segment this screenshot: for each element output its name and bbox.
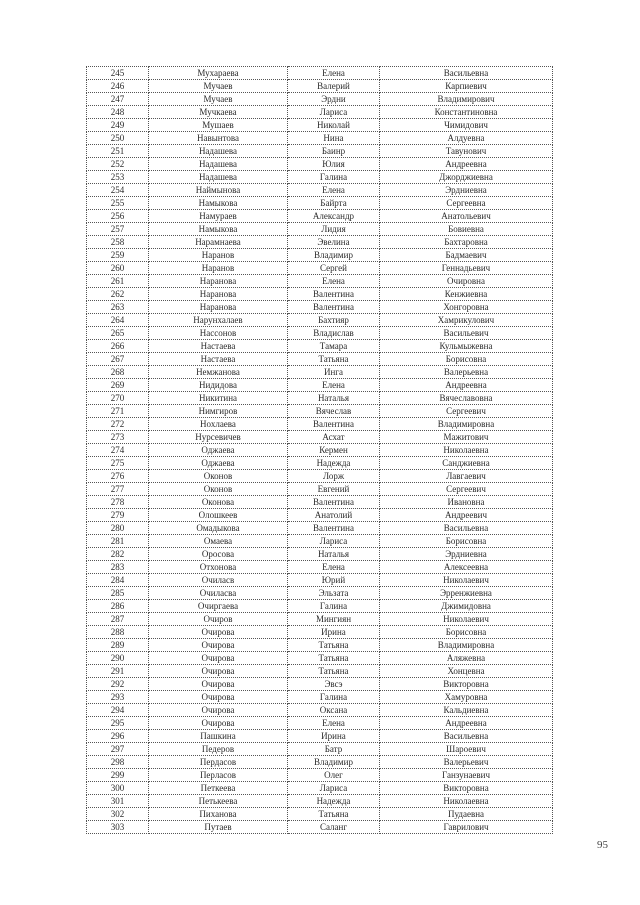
table-row — [87, 340, 553, 353]
last-name-cell: Петкеева — [149, 782, 288, 795]
patronymic-cell: Николаевич — [380, 613, 553, 626]
row-number-cell: 261 — [87, 275, 149, 288]
last-name-cell: Намыкова — [149, 197, 288, 210]
table-row — [87, 587, 553, 600]
row-number-cell: 290 — [87, 652, 149, 665]
last-name-cell: Нимгиров — [149, 405, 288, 418]
patronymic-cell: Хонгоровна — [380, 301, 553, 314]
last-name-cell: Отхонова — [149, 561, 288, 574]
first-name-cell: Баинр — [288, 145, 380, 158]
first-name-cell: Елена — [288, 561, 380, 574]
last-name-cell: Очиласв — [149, 574, 288, 587]
last-name-cell: Наранов — [149, 262, 288, 275]
row-number-cell: 298 — [87, 756, 149, 769]
first-name-cell: Владислав — [288, 327, 380, 340]
first-name-cell: Надежда — [288, 795, 380, 808]
first-name-cell: Наталья — [288, 392, 380, 405]
row-number-cell: 245 — [87, 67, 149, 80]
table-row — [87, 249, 553, 262]
last-name-cell: Очирова — [149, 665, 288, 678]
table-row — [87, 288, 553, 301]
patronymic-cell: Очировна — [380, 275, 553, 288]
patronymic-cell: Санджиевна — [380, 457, 553, 470]
patronymic-cell: Владимировна — [380, 418, 553, 431]
patronymic-cell: Сергеевич — [380, 405, 553, 418]
patronymic-cell: Николаевна — [380, 795, 553, 808]
patronymic-cell: Геннадьевич — [380, 262, 553, 275]
patronymic-cell: Васильевна — [380, 522, 553, 535]
row-number-cell: 278 — [87, 496, 149, 509]
first-name-cell: Эльзата — [288, 587, 380, 600]
last-name-cell: Настаева — [149, 340, 288, 353]
row-number-cell: 263 — [87, 301, 149, 314]
last-name-cell: Нарамнаева — [149, 236, 288, 249]
last-name-cell: Омадыкова — [149, 522, 288, 535]
patronymic-cell: Бахтаровна — [380, 236, 553, 249]
patronymic-cell: Кальдиевна — [380, 704, 553, 717]
row-number-cell: 256 — [87, 210, 149, 223]
patronymic-cell: Андреевна — [380, 158, 553, 171]
table-row — [87, 470, 553, 483]
table-row — [87, 405, 553, 418]
table-row — [87, 145, 553, 158]
table-row — [87, 782, 553, 795]
row-number-cell: 251 — [87, 145, 149, 158]
table-row — [87, 327, 553, 340]
table-row — [87, 106, 553, 119]
table-row — [87, 769, 553, 782]
last-name-cell: Нурсевичев — [149, 431, 288, 444]
last-name-cell: Очиргаева — [149, 600, 288, 613]
last-name-cell: Перласов — [149, 769, 288, 782]
table-row — [87, 522, 553, 535]
patronymic-cell: Шароевич — [380, 743, 553, 756]
last-name-cell: Петькеева — [149, 795, 288, 808]
patronymic-cell: Васильевич — [380, 327, 553, 340]
table-row — [87, 392, 553, 405]
first-name-cell: Асхат — [288, 431, 380, 444]
table-row — [87, 496, 553, 509]
row-number-cell: 285 — [87, 587, 149, 600]
patronymic-cell: Сергеевна — [380, 197, 553, 210]
last-name-cell: Навынтова — [149, 132, 288, 145]
first-name-cell: Лидия — [288, 223, 380, 236]
table-row — [87, 483, 553, 496]
row-number-cell: 266 — [87, 340, 149, 353]
first-name-cell: Нина — [288, 132, 380, 145]
patronymic-cell: Кенжиевна — [380, 288, 553, 301]
row-number-cell: 296 — [87, 730, 149, 743]
last-name-cell: Мучаев — [149, 80, 288, 93]
row-number-cell: 272 — [87, 418, 149, 431]
last-name-cell: Оконов — [149, 470, 288, 483]
patronymic-cell: Николаевич — [380, 574, 553, 587]
row-number-cell: 302 — [87, 808, 149, 821]
table-row — [87, 509, 553, 522]
table-row — [87, 80, 553, 93]
patronymic-cell: Бадмаевич — [380, 249, 553, 262]
patronymic-cell: Хамуровна — [380, 691, 553, 704]
last-name-cell: Оджаева — [149, 457, 288, 470]
roster-table — [86, 66, 553, 834]
row-number-cell: 271 — [87, 405, 149, 418]
patronymic-cell: Сергеевич — [380, 483, 553, 496]
table-row — [87, 301, 553, 314]
table-row — [87, 548, 553, 561]
last-name-cell: Оконов — [149, 483, 288, 496]
table-row — [87, 119, 553, 132]
table-row — [87, 665, 553, 678]
row-number-cell: 253 — [87, 171, 149, 184]
last-name-cell: Намыкова — [149, 223, 288, 236]
table-row — [87, 158, 553, 171]
first-name-cell: Оксана — [288, 704, 380, 717]
patronymic-cell: Андреевна — [380, 717, 553, 730]
first-name-cell: Владимир — [288, 249, 380, 262]
first-name-cell: Юрий — [288, 574, 380, 587]
first-name-cell: Лариса — [288, 782, 380, 795]
row-number-cell: 277 — [87, 483, 149, 496]
row-number-cell: 255 — [87, 197, 149, 210]
first-name-cell: Елена — [288, 184, 380, 197]
row-number-cell: 268 — [87, 366, 149, 379]
last-name-cell: Пердасов — [149, 756, 288, 769]
first-name-cell: Мингиян — [288, 613, 380, 626]
first-name-cell: Валентина — [288, 418, 380, 431]
row-number-cell: 283 — [87, 561, 149, 574]
table-row — [87, 652, 553, 665]
table-row — [87, 418, 553, 431]
last-name-cell: Нохлаева — [149, 418, 288, 431]
first-name-cell: Саланг — [288, 821, 380, 834]
last-name-cell: Пашкина — [149, 730, 288, 743]
patronymic-cell: Викторовна — [380, 782, 553, 795]
table-row — [87, 353, 553, 366]
first-name-cell: Елена — [288, 717, 380, 730]
last-name-cell: Оджаева — [149, 444, 288, 457]
last-name-cell: Надашева — [149, 158, 288, 171]
patronymic-cell: Гаврилович — [380, 821, 553, 834]
patronymic-cell: Васильевна — [380, 67, 553, 80]
table-row — [87, 535, 553, 548]
row-number-cell: 254 — [87, 184, 149, 197]
table-row — [87, 626, 553, 639]
last-name-cell: Очирова — [149, 678, 288, 691]
patronymic-cell: Викторовна — [380, 678, 553, 691]
row-number-cell: 291 — [87, 665, 149, 678]
row-number-cell: 267 — [87, 353, 149, 366]
last-name-cell: Очиласва — [149, 587, 288, 600]
row-number-cell: 284 — [87, 574, 149, 587]
patronymic-cell: Вячеславовна — [380, 392, 553, 405]
last-name-cell: Наранова — [149, 275, 288, 288]
patronymic-cell: Константиновна — [380, 106, 553, 119]
first-name-cell: Татьяна — [288, 353, 380, 366]
first-name-cell: Татьяна — [288, 639, 380, 652]
table-row — [87, 262, 553, 275]
table-row — [87, 197, 553, 210]
last-name-cell: Никитина — [149, 392, 288, 405]
table-row — [87, 444, 553, 457]
last-name-cell: Очирова — [149, 717, 288, 730]
first-name-cell: Бахтияр — [288, 314, 380, 327]
row-number-cell: 247 — [87, 93, 149, 106]
row-number-cell: 259 — [87, 249, 149, 262]
last-name-cell: Путаев — [149, 821, 288, 834]
first-name-cell: Валерий — [288, 80, 380, 93]
last-name-cell: Наймынова — [149, 184, 288, 197]
first-name-cell: Лариса — [288, 535, 380, 548]
row-number-cell: 295 — [87, 717, 149, 730]
first-name-cell: Елена — [288, 67, 380, 80]
last-name-cell: Нассонов — [149, 327, 288, 340]
patronymic-cell: Анатольевич — [380, 210, 553, 223]
last-name-cell: Оконова — [149, 496, 288, 509]
first-name-cell: Эрдни — [288, 93, 380, 106]
patronymic-cell: Аляжевна — [380, 652, 553, 665]
last-name-cell: Нарунхалаев — [149, 314, 288, 327]
table-row — [87, 431, 553, 444]
table-row — [87, 457, 553, 470]
patronymic-cell: Эрдниевна — [380, 184, 553, 197]
first-name-cell: Александр — [288, 210, 380, 223]
table-row — [87, 223, 553, 236]
patronymic-cell: Эрренжиевна — [380, 587, 553, 600]
row-number-cell: 301 — [87, 795, 149, 808]
row-number-cell: 279 — [87, 509, 149, 522]
last-name-cell: Педеров — [149, 743, 288, 756]
first-name-cell: Сергей — [288, 262, 380, 275]
last-name-cell: Немжанова — [149, 366, 288, 379]
row-number-cell: 257 — [87, 223, 149, 236]
last-name-cell: Пиханова — [149, 808, 288, 821]
table-row — [87, 808, 553, 821]
table-row — [87, 275, 553, 288]
first-name-cell: Елена — [288, 379, 380, 392]
first-name-cell: Галина — [288, 691, 380, 704]
patronymic-cell: Борисовна — [380, 626, 553, 639]
last-name-cell: Мучаев — [149, 93, 288, 106]
first-name-cell: Евгений — [288, 483, 380, 496]
row-number-cell: 282 — [87, 548, 149, 561]
first-name-cell: Юлия — [288, 158, 380, 171]
row-number-cell: 270 — [87, 392, 149, 405]
row-number-cell: 250 — [87, 132, 149, 145]
row-number-cell: 252 — [87, 158, 149, 171]
first-name-cell: Надежда — [288, 457, 380, 470]
table-row — [87, 132, 553, 145]
row-number-cell: 246 — [87, 80, 149, 93]
first-name-cell: Елена — [288, 275, 380, 288]
page-number: 95 — [597, 839, 608, 851]
last-name-cell: Надашева — [149, 145, 288, 158]
first-name-cell: Лариса — [288, 106, 380, 119]
patronymic-cell: Алексеевна — [380, 561, 553, 574]
table-row — [87, 691, 553, 704]
first-name-cell: Галина — [288, 171, 380, 184]
roster-sheet — [86, 66, 552, 834]
last-name-cell: Очирова — [149, 626, 288, 639]
table-row — [87, 210, 553, 223]
last-name-cell: Намураев — [149, 210, 288, 223]
patronymic-cell: Андреевич — [380, 509, 553, 522]
row-number-cell: 292 — [87, 678, 149, 691]
table-row — [87, 366, 553, 379]
patronymic-cell: Николаевна — [380, 444, 553, 457]
last-name-cell: Наранов — [149, 249, 288, 262]
patronymic-cell: Хонцевна — [380, 665, 553, 678]
patronymic-cell: Мажитович — [380, 431, 553, 444]
row-number-cell: 249 — [87, 119, 149, 132]
last-name-cell: Наранова — [149, 288, 288, 301]
table-row — [87, 600, 553, 613]
first-name-cell: Валентина — [288, 496, 380, 509]
patronymic-cell: Эрдниевна — [380, 548, 553, 561]
row-number-cell: 300 — [87, 782, 149, 795]
first-name-cell: Кермен — [288, 444, 380, 457]
table-row — [87, 717, 553, 730]
table-row — [87, 704, 553, 717]
patronymic-cell: Джорджиевна — [380, 171, 553, 184]
first-name-cell: Вячеслав — [288, 405, 380, 418]
patronymic-cell: Владимирович — [380, 93, 553, 106]
last-name-cell: Мучкаева — [149, 106, 288, 119]
last-name-cell: Надашева — [149, 171, 288, 184]
table-row — [87, 678, 553, 691]
last-name-cell: Оросова — [149, 548, 288, 561]
row-number-cell: 287 — [87, 613, 149, 626]
last-name-cell: Нидидова — [149, 379, 288, 392]
last-name-cell: Очирова — [149, 639, 288, 652]
row-number-cell: 248 — [87, 106, 149, 119]
table-row — [87, 730, 553, 743]
last-name-cell: Мухараева — [149, 67, 288, 80]
first-name-cell: Лорж — [288, 470, 380, 483]
patronymic-cell: Борисовна — [380, 535, 553, 548]
table-row — [87, 236, 553, 249]
row-number-cell: 293 — [87, 691, 149, 704]
patronymic-cell: Лавгаевич — [380, 470, 553, 483]
patronymic-cell: Борисовна — [380, 353, 553, 366]
row-number-cell: 299 — [87, 769, 149, 782]
patronymic-cell: Владимировна — [380, 639, 553, 652]
row-number-cell: 274 — [87, 444, 149, 457]
first-name-cell: Олег — [288, 769, 380, 782]
row-number-cell: 275 — [87, 457, 149, 470]
first-name-cell: Эвелина — [288, 236, 380, 249]
patronymic-cell: Ивановна — [380, 496, 553, 509]
row-number-cell: 281 — [87, 535, 149, 548]
patronymic-cell: Андреевна — [380, 379, 553, 392]
last-name-cell: Наранова — [149, 301, 288, 314]
first-name-cell: Николай — [288, 119, 380, 132]
first-name-cell: Татьяна — [288, 665, 380, 678]
first-name-cell: Валентина — [288, 301, 380, 314]
table-row — [87, 314, 553, 327]
last-name-cell: Очирова — [149, 691, 288, 704]
row-number-cell: 289 — [87, 639, 149, 652]
row-number-cell: 273 — [87, 431, 149, 444]
last-name-cell: Очиров — [149, 613, 288, 626]
table-row — [87, 184, 553, 197]
patronymic-cell: Тавунович — [380, 145, 553, 158]
first-name-cell: Ирина — [288, 730, 380, 743]
table-row — [87, 171, 553, 184]
patronymic-cell: Васильевна — [380, 730, 553, 743]
last-name-cell: Очирова — [149, 704, 288, 717]
patronymic-cell: Бовиевна — [380, 223, 553, 236]
row-number-cell: 297 — [87, 743, 149, 756]
patronymic-cell: Кульмыжевна — [380, 340, 553, 353]
table-row — [87, 67, 553, 80]
patronymic-cell: Алдуевна — [380, 132, 553, 145]
patronymic-cell: Валерьевна — [380, 366, 553, 379]
patronymic-cell: Хамрикулович — [380, 314, 553, 327]
first-name-cell: Тамара — [288, 340, 380, 353]
first-name-cell: Наталья — [288, 548, 380, 561]
last-name-cell: Очирова — [149, 652, 288, 665]
first-name-cell: Батр — [288, 743, 380, 756]
patronymic-cell: Пудаевна — [380, 808, 553, 821]
first-name-cell: Владимир — [288, 756, 380, 769]
last-name-cell: Олошкеев — [149, 509, 288, 522]
row-number-cell: 262 — [87, 288, 149, 301]
table-row — [87, 821, 553, 834]
first-name-cell: Эвсэ — [288, 678, 380, 691]
table-row — [87, 743, 553, 756]
first-name-cell: Байрта — [288, 197, 380, 210]
roster-body — [87, 67, 553, 834]
table-row — [87, 613, 553, 626]
patronymic-cell: Карпиевич — [380, 80, 553, 93]
table-row — [87, 795, 553, 808]
row-number-cell: 280 — [87, 522, 149, 535]
first-name-cell: Валентина — [288, 522, 380, 535]
row-number-cell: 264 — [87, 314, 149, 327]
row-number-cell: 260 — [87, 262, 149, 275]
table-row — [87, 561, 553, 574]
first-name-cell: Инга — [288, 366, 380, 379]
patronymic-cell: Чимидович — [380, 119, 553, 132]
row-number-cell: 258 — [87, 236, 149, 249]
last-name-cell: Омаева — [149, 535, 288, 548]
table-row — [87, 574, 553, 587]
first-name-cell: Татьяна — [288, 652, 380, 665]
patronymic-cell: Джимидовна — [380, 600, 553, 613]
last-name-cell: Настаева — [149, 353, 288, 366]
first-name-cell: Татьяна — [288, 808, 380, 821]
table-row — [87, 93, 553, 106]
patronymic-cell: Валерьевич — [380, 756, 553, 769]
row-number-cell: 286 — [87, 600, 149, 613]
patronymic-cell: Ганзунаевич — [380, 769, 553, 782]
row-number-cell: 294 — [87, 704, 149, 717]
row-number-cell: 303 — [87, 821, 149, 834]
first-name-cell: Галина — [288, 600, 380, 613]
row-number-cell: 265 — [87, 327, 149, 340]
row-number-cell: 269 — [87, 379, 149, 392]
last-name-cell: Мушаев — [149, 119, 288, 132]
row-number-cell: 276 — [87, 470, 149, 483]
table-row — [87, 379, 553, 392]
first-name-cell: Валентина — [288, 288, 380, 301]
first-name-cell: Ирина — [288, 626, 380, 639]
first-name-cell: Анатолий — [288, 509, 380, 522]
row-number-cell: 288 — [87, 626, 149, 639]
table-row — [87, 756, 553, 769]
table-row — [87, 639, 553, 652]
